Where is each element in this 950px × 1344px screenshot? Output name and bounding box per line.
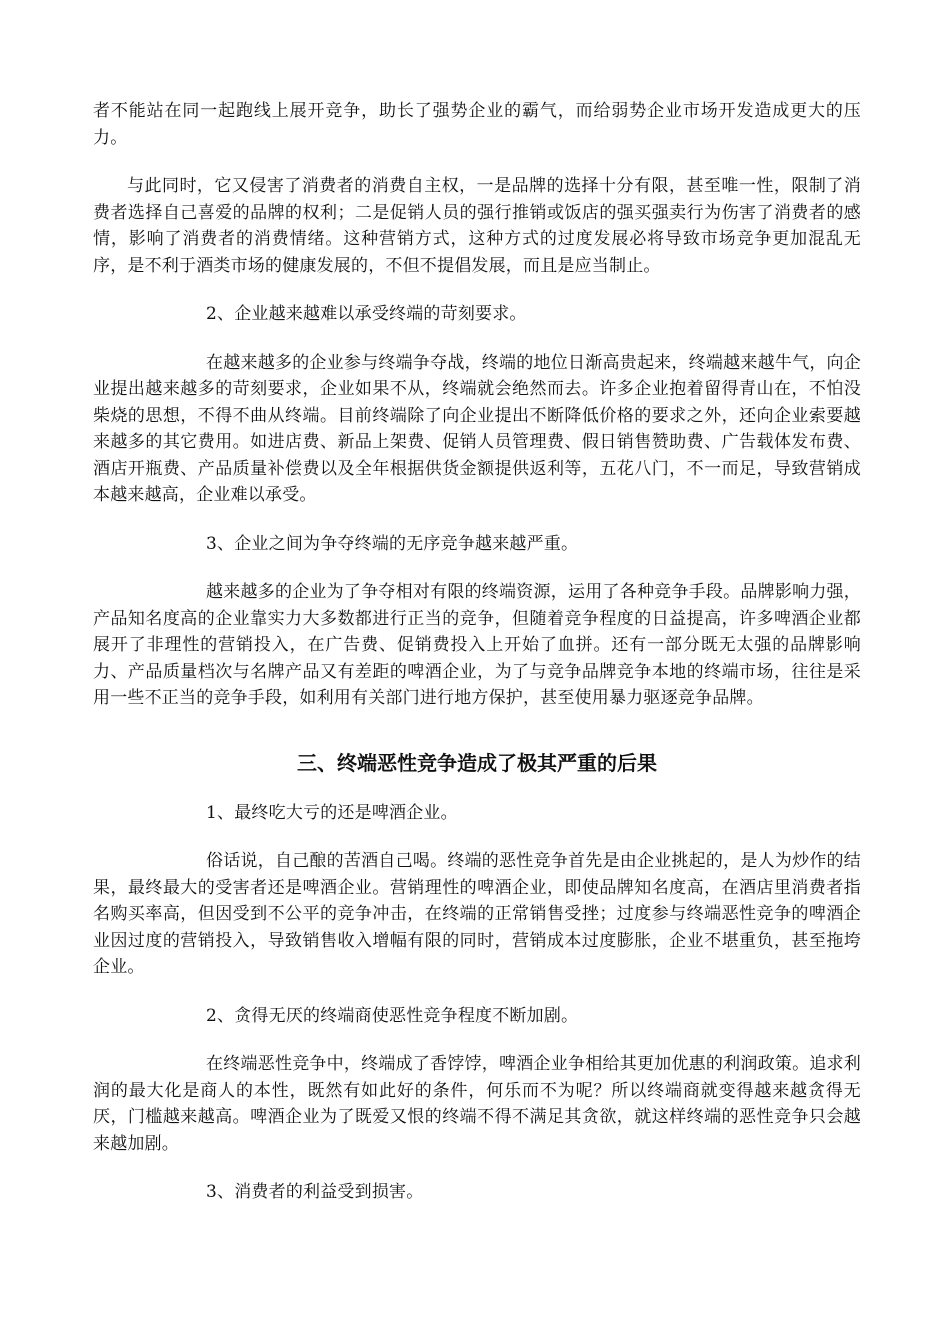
paragraph-continuation: 者不能站在同一起跑线上展开竞争，助长了强势企业的霸气，而给弱势企业市场开发造成更大的压力。 xyxy=(93,101,861,148)
consequence-2-title: 2、贪得无厌的终端商使恶性竞争程度不断加剧。 xyxy=(206,1005,579,1026)
consequence-3-title: 3、消费者的利益受到损害。 xyxy=(206,1182,424,1202)
item-3-title: 3、企业之间为争夺终端的无序竞争越来越严重。 xyxy=(206,533,579,554)
section-heading: 三、终端恶性竞争造成了极其严重的后果 xyxy=(297,750,657,775)
item-2-title: 2、企业越来越难以承受终端的苛刻要求。 xyxy=(206,304,527,324)
consequence-1-title: 1、最终吃大亏的还是啤酒企业。 xyxy=(206,802,458,823)
paragraph-consumer-rights: 与此同时，它又侵害了消费者的消费自主权，一是品牌的选择十分有限，甚至唯一性，限制了消费者选择自己喜爱的品牌的权利；二是促销人员的强行推销或饭店的强买强卖行为伤害了消费者的感情，影响了消费者的消费情绪。这种营销方式，这种方式的过度发展必将导致市场竞争更加混乱无序，是不利于酒类市场的健康发展的，不但不提倡发展，而且是应当制止。 xyxy=(93,176,861,276)
consequence-1-body: 俗话说，自己酿的苦酒自己喝。终端的恶性竞争首先是由企业挑起的，是人为炒作的结果，最终最大的受害者还是啤酒企业。营销理性的啤酒企业，即使品牌知名度高，在酒店里消费者指名购买率高，但因受到不公平的竞争冲击，在终端的正常销售受挫；过度参与终端恶性竞争的啤酒企业因过度的营销投入，导致销售收入增幅有限的同时，营销成本过度膨胀，企业不堪重负，甚至拖垮企业。 xyxy=(93,851,861,977)
item-3-body: 越来越多的企业为了争夺相对有限的终端资源，运用了各种竞争手段。品牌影响力强，产品知名度高的企业靠实力大多数都进行正当的竞争，但随着竞争程度的日益提高，许多啤酒企业都展开了非理性的营销投入，在广告费、促销费投入上开始了血拼。还有一部分既无太强的品牌影响力、产品质量档次与名牌产品又有差距的啤酒企业，为了与竞争品牌竞争本地的终端市场，往往是采用一些不正当的竞争手段，如利用有关部门进行地方保护，甚至使用暴力驱逐竞争品牌。 xyxy=(93,582,861,708)
document-page xyxy=(93,98,861,1206)
consequence-2-body: 在终端恶性竞争中，终端成了香饽饽，啤酒企业争相给其更加优惠的利润政策。追求利润的最大化是商人的本性，既然有如此好的条件，何乐而不为呢？所以终端商就变得越来越贪得无厌，门槛越来越高。啤酒企业为了既爱又恨的终端不得不满足其贪欲，就这样终端的恶性竞争只会越来越加剧。 xyxy=(93,1054,861,1154)
item-2-body: 在越来越多的企业参与终端争夺战，终端的地位日渐高贵起来，终端越来越牛气，向企业提出越来越多的苛刻要求，企业如果不从，终端就会绝然而去。许多企业抱着留得青山在，不怕没柴烧的思想，不得不曲从终端。目前终端除了向企业提出不断降低价格的要求之外，还向企业索要越来越多的其它费用。如进店费、新品上架费、促销人员管理费、假日销售赞助费、广告载体发布费、酒店开瓶费、产品质量补偿费以及全年根据供货金额提供返利等，五花八门，不一而足，导致营销成本越来越高，企业难以承受。 xyxy=(93,352,861,505)
